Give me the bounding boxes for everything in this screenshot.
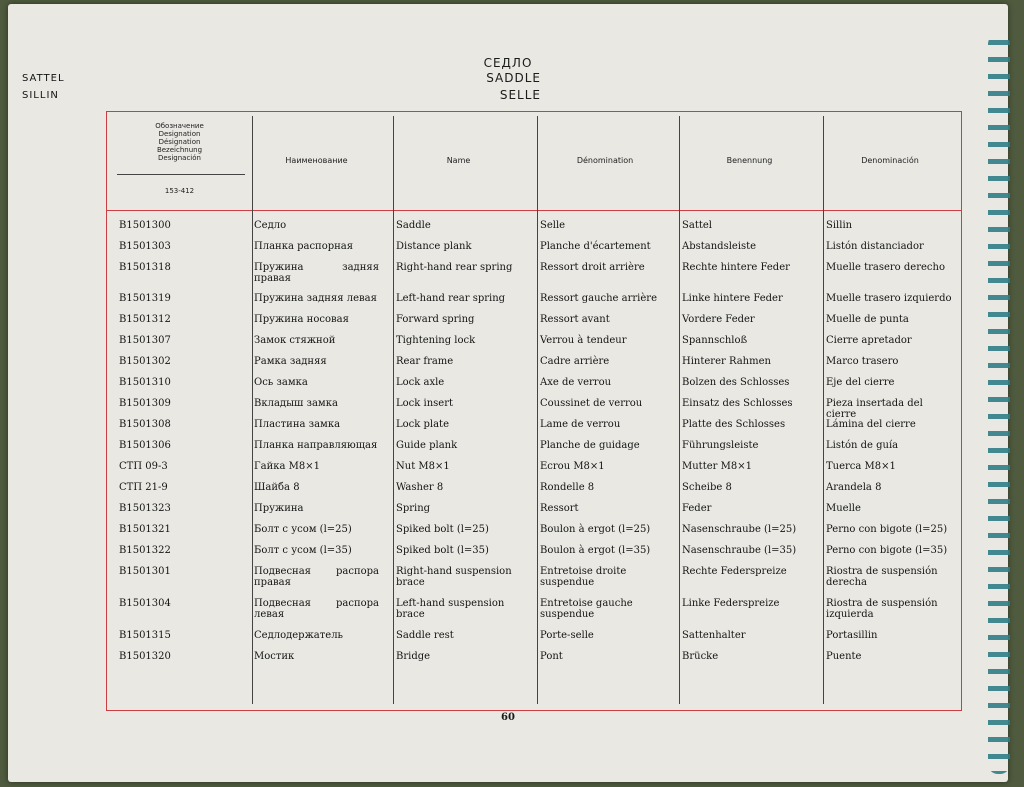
- header-name-de: Benennung: [726, 156, 773, 165]
- part-name-de: Linke hintere Feder: [682, 293, 783, 304]
- part-name-en: Saddle rest: [396, 630, 454, 641]
- part-name-es: Cierre apretador: [826, 335, 912, 346]
- part-code: B1501300: [119, 220, 171, 231]
- part-name-es: Muelle trasero derecho: [826, 262, 945, 273]
- part-name-es: Pieza insertada del cierre: [826, 398, 923, 420]
- part-name-en: Lock plate: [396, 419, 449, 430]
- part-name-ru: Замок стяжной: [254, 335, 336, 346]
- part-name-en: Right-hand suspension brace: [396, 566, 512, 588]
- part-name-fr: Pont: [540, 651, 563, 662]
- part-name-de: Abstandsleiste: [682, 241, 757, 252]
- part-name-es: Muelle de punta: [826, 314, 909, 325]
- part-name-fr: Ressort: [540, 503, 579, 514]
- part-name-es: Riostra de suspensión izquierda: [826, 598, 938, 620]
- part-name-en: Saddle: [396, 220, 431, 231]
- part-name-en: Spiked bolt (l=25): [396, 524, 489, 535]
- designation-label-ru: Обозначение: [155, 122, 204, 130]
- part-name-ru: Планка направляющая: [254, 440, 378, 451]
- part-name-de: Sattenhalter: [682, 630, 746, 641]
- part-name-es: Portasillin: [826, 630, 878, 641]
- title-fr: SELLE: [499, 88, 541, 102]
- part-name-ru: Пружина задняя левая: [254, 293, 377, 304]
- part-name-fr: Cadre arrière: [540, 356, 610, 367]
- part-name-en: Spring: [396, 503, 431, 514]
- part-name-fr: Coussinet de verrou: [540, 398, 643, 409]
- part-code: B1501312: [119, 314, 171, 325]
- part-name-es: Eje del cierre: [826, 377, 895, 388]
- part-code: B1501301: [119, 566, 171, 577]
- part-code: B1501302: [119, 356, 171, 367]
- header-name-en: Name: [446, 156, 471, 165]
- part-name-de: Bolzen des Schlosses: [682, 377, 790, 388]
- part-name-fr: Rondelle 8: [540, 482, 595, 493]
- part-name-de: Linke Federspreize: [682, 598, 780, 609]
- part-name-de: Feder: [682, 503, 712, 514]
- part-name-es: Perno con bigote (l=35): [826, 545, 948, 556]
- part-code: B1501323: [119, 503, 171, 514]
- part-name-fr: Entretoise gauche suspendue: [540, 598, 633, 620]
- part-name-en: Left-hand suspension brace: [396, 598, 505, 620]
- part-name-ru: Мостик: [254, 651, 295, 662]
- part-name-de: Hinterer Rahmen: [682, 356, 771, 367]
- part-name-de: Rechte hintere Feder: [682, 262, 790, 273]
- part-code: СТП 09-3: [119, 461, 168, 472]
- part-name-fr: Ecrou M8×1: [540, 461, 605, 472]
- designation-number: 153-412: [164, 187, 195, 195]
- designation-label-es: Designación: [158, 154, 201, 162]
- part-code: B1501303: [119, 241, 171, 252]
- part-name-fr: Porte-selle: [540, 630, 594, 641]
- part-name-de: Rechte Federspreize: [682, 566, 787, 577]
- part-name-es: Marco trasero: [826, 356, 899, 367]
- catalog-page: [8, 4, 1008, 782]
- part-name-en: Forward spring: [396, 314, 475, 325]
- table-header: [107, 112, 961, 211]
- part-name-en: Spiked bolt (l=35): [396, 545, 489, 556]
- part-name-fr: Lame de verrou: [540, 419, 621, 430]
- part-code: B1501320: [119, 651, 171, 662]
- part-name-en: Right-hand rear spring: [396, 262, 513, 273]
- part-name-fr: Selle: [540, 220, 566, 231]
- designation-header: [107, 112, 252, 210]
- title-en: SADDLE: [486, 71, 541, 85]
- part-name-fr: Boulon à ergot (l=25): [540, 524, 651, 535]
- part-name-es: Arandela 8: [826, 482, 882, 493]
- part-name-ru: Подвесная распора левая: [254, 598, 379, 620]
- part-name-ru: Болт с усом (l=25): [254, 524, 352, 535]
- page-number: 60: [501, 712, 515, 723]
- part-code: B1501319: [119, 293, 171, 304]
- part-name-ru: Гайка М8×1: [254, 461, 320, 472]
- designation-label-fr: Désignation: [158, 138, 201, 146]
- part-name-en: Tightening lock: [396, 335, 476, 346]
- part-name-en: Lock axle: [396, 377, 445, 388]
- part-name-de: Brücke: [682, 651, 719, 662]
- part-name-es: Muelle: [826, 503, 861, 514]
- part-code: B1501304: [119, 598, 171, 609]
- part-name-ru: Пружина носовая: [254, 314, 349, 325]
- part-code: B1501309: [119, 398, 171, 409]
- header-name-ru: Наименование: [285, 156, 348, 165]
- part-code: B1501306: [119, 440, 171, 451]
- column-divider: [252, 116, 253, 704]
- part-name-es: Riostra de suspensión derecha: [826, 566, 938, 588]
- part-name-de: Nasenschraube (l=25): [682, 524, 797, 535]
- designation-label-de: Bezeichnung: [156, 146, 203, 154]
- part-code: B1501321: [119, 524, 171, 535]
- part-name-fr: Verrou à tendeur: [540, 335, 627, 346]
- part-name-en: Left-hand rear spring: [396, 293, 506, 304]
- designation-rule: [117, 174, 245, 175]
- part-name-ru: Пластина замка: [254, 419, 341, 430]
- part-name-de: Einsatz des Schlosses: [682, 398, 793, 409]
- part-name-es: Listón de guía: [826, 440, 899, 451]
- title-de: SATTEL: [22, 73, 65, 84]
- part-name-fr: Boulon à ergot (l=35): [540, 545, 651, 556]
- spiral-binding: [988, 34, 1010, 774]
- part-name-de: Sattel: [682, 220, 712, 231]
- part-name-de: Platte des Schlosses: [682, 419, 786, 430]
- part-name-en: Washer 8: [396, 482, 444, 493]
- part-name-es: Puente: [826, 651, 862, 662]
- part-name-ru: Седлодержатель: [254, 630, 343, 641]
- part-name-de: Scheibe 8: [682, 482, 732, 493]
- part-code: B1501318: [119, 262, 171, 273]
- part-name-de: Mutter M8×1: [682, 461, 752, 472]
- part-name-en: Rear frame: [396, 356, 454, 367]
- part-name-ru: Вкладыш замка: [254, 398, 338, 409]
- column-divider: [537, 116, 538, 704]
- part-code: B1501322: [119, 545, 171, 556]
- part-name-es: Sillin: [826, 220, 853, 231]
- part-name-ru: Седло: [254, 220, 287, 231]
- page-title: [8, 56, 1008, 104]
- part-name-fr: Axe de verrou: [540, 377, 612, 388]
- part-name-de: Vordere Feder: [682, 314, 755, 325]
- part-name-ru: Пружина задняя правая: [254, 262, 379, 284]
- header-name-fr: Dénomination: [576, 156, 634, 165]
- part-name-fr: Entretoise droite suspendue: [540, 566, 627, 588]
- part-name-ru: Планка распорная: [254, 241, 354, 252]
- part-name-es: Listón distanciador: [826, 241, 924, 252]
- part-name-ru: Шайба 8: [254, 482, 300, 493]
- part-name-ru: Пружина: [254, 503, 304, 514]
- part-name-ru: Рамка задняя: [254, 356, 327, 367]
- part-name-de: Spannschloß: [682, 335, 748, 346]
- part-name-fr: Planche d'écartement: [540, 241, 651, 252]
- part-name-es: Perno con bigote (l=25): [826, 524, 948, 535]
- part-name-en: Guide plank: [396, 440, 458, 451]
- title-es: SILLIN: [22, 90, 59, 101]
- part-name-en: Bridge: [396, 651, 431, 662]
- column-divider: [679, 116, 680, 704]
- part-name-en: Distance plank: [396, 241, 472, 252]
- parts-table: [106, 111, 962, 711]
- part-code: B1501308: [119, 419, 171, 430]
- part-name-fr: Ressort droit arrière: [540, 262, 645, 273]
- part-code: B1501315: [119, 630, 171, 641]
- column-divider: [393, 116, 394, 704]
- part-name-de: Führungsleiste: [682, 440, 759, 451]
- part-name-fr: Planche de guidage: [540, 440, 640, 451]
- part-name-fr: Ressort avant: [540, 314, 610, 325]
- part-name-es: Muelle trasero izquierdo: [826, 293, 952, 304]
- designation-label-en: Designation: [158, 130, 201, 138]
- part-code: B1501307: [119, 335, 171, 346]
- part-name-fr: Ressort gauche arrière: [540, 293, 657, 304]
- part-name-es: Lámina del cierre: [826, 419, 916, 430]
- part-name-de: Nasenschraube (l=35): [682, 545, 797, 556]
- part-name-es: Tuerca M8×1: [826, 461, 896, 472]
- column-divider: [823, 116, 824, 704]
- part-code: СТП 21-9: [119, 482, 168, 493]
- part-name-ru: Ось замка: [254, 377, 308, 388]
- part-name-en: Lock insert: [396, 398, 453, 409]
- part-name-ru: Болт с усом (l=35): [254, 545, 352, 556]
- title-ru: СЕДЛО: [483, 56, 533, 70]
- header-name-es: Denominación: [861, 156, 919, 165]
- part-name-en: Nut M8×1: [396, 461, 450, 472]
- part-code: B1501310: [119, 377, 171, 388]
- part-name-ru: Подвесная распора правая: [254, 566, 379, 588]
